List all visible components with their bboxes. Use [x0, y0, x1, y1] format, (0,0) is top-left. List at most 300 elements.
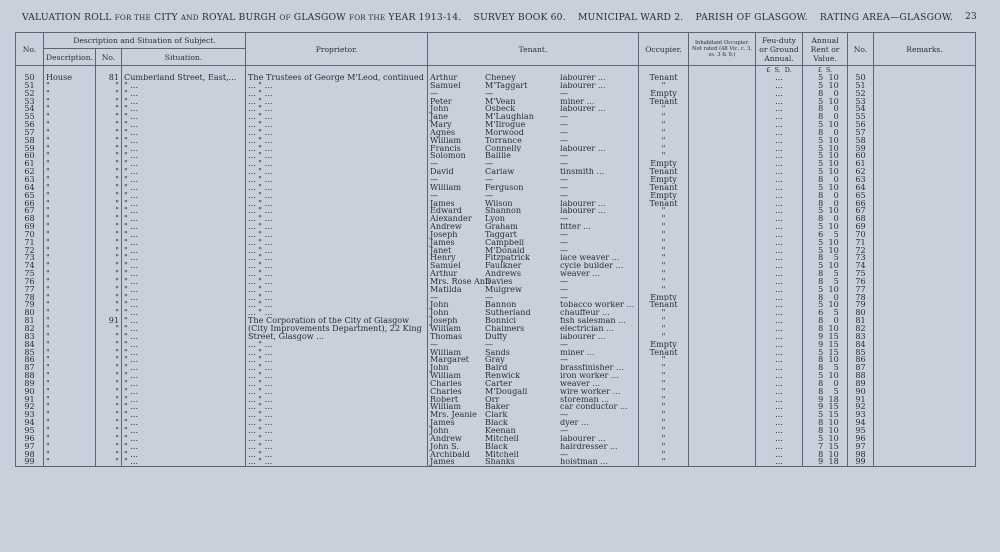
row-inhabitant	[689, 451, 756, 459]
tenant-occupation: —	[560, 285, 569, 294]
tenant-occupation: hoistman	[560, 458, 598, 467]
row-occupier: "	[639, 231, 689, 239]
row-proprietor: ... " ...	[246, 427, 428, 435]
row-no-right: 78	[848, 294, 874, 302]
row-street-number: "	[96, 176, 122, 184]
valuation-table	[15, 32, 976, 467]
row-remarks	[874, 74, 976, 82]
tenant-occupation: —	[560, 238, 569, 247]
row-occupier: Empty	[639, 90, 689, 98]
row-feuduty: ...	[756, 278, 803, 286]
tenant-first-name: Thomas	[430, 332, 463, 341]
row-inhabitant	[689, 160, 756, 168]
annual-shillings: 10	[828, 97, 839, 106]
col-remarks-header: Remarks.	[874, 33, 976, 66]
tenant-first-name: —	[430, 89, 439, 98]
row-situation: " ...	[122, 458, 246, 466]
row-no: 90	[16, 388, 44, 396]
row-annual-value	[803, 270, 848, 278]
row-inhabitant	[689, 301, 756, 309]
row-no: 78	[16, 294, 44, 302]
tenant-first-name: Robert	[430, 395, 459, 404]
row-inhabitant	[689, 152, 756, 160]
row-occupier: "	[639, 113, 689, 121]
row-remarks	[874, 270, 976, 278]
row-feuduty: ...	[756, 105, 803, 113]
row-tenant	[428, 458, 639, 466]
row-street-number: "	[96, 325, 122, 333]
row-proprietor: ... " ...	[246, 364, 428, 372]
tenant-occupation: labourer	[560, 144, 596, 153]
row-feuduty: ...	[756, 262, 803, 270]
annual-pounds: 8	[818, 215, 824, 224]
tenant-dots: ...	[597, 207, 606, 216]
row-description: "	[44, 435, 96, 443]
annual-shillings: 0	[833, 379, 839, 388]
tenant-occupation: dyer	[560, 419, 579, 427]
tenant-first-name: John	[430, 309, 449, 318]
row-no-right: 75	[848, 270, 874, 278]
tenant-surname: M'Ilrogue	[485, 121, 526, 129]
annual-shillings: 5	[833, 254, 839, 263]
tenant-dots: ...	[615, 262, 624, 271]
tenant-first-name: James	[430, 419, 455, 427]
row-situation: " ...	[122, 419, 246, 427]
tenant-surname: Fitzpatrick	[485, 254, 530, 263]
row-no-right: 82	[848, 325, 874, 333]
row-situation: " ...	[122, 121, 246, 129]
row-feuduty: ...	[756, 160, 803, 168]
row-annual-value	[803, 223, 848, 231]
row-no: 81	[16, 317, 44, 325]
tenant-dots: ...	[619, 403, 628, 412]
row-annual-value	[803, 419, 848, 427]
annual-shillings: 5	[833, 270, 839, 278]
tenant-surname: Lyon	[485, 215, 505, 224]
row-description: "	[44, 451, 96, 459]
row-street-number: "	[96, 160, 122, 168]
row-tenant	[428, 152, 639, 160]
row-occupier: "	[639, 278, 689, 286]
tenant-first-name: Jane	[430, 113, 449, 122]
row-annual-value	[803, 443, 848, 451]
row-inhabitant	[689, 270, 756, 278]
row-no: 58	[16, 137, 44, 145]
row-street-number: "	[96, 254, 122, 262]
row-proprietor: The Trustees of George M'Leod, continued	[246, 74, 428, 82]
row-description: "	[44, 192, 96, 200]
row-remarks	[874, 200, 976, 208]
tenant-surname: Shannon	[485, 207, 522, 216]
row-proprietor: ... " ...	[246, 411, 428, 419]
tenant-surname: Mitchell	[485, 434, 519, 443]
row-no: 71	[16, 239, 44, 247]
annual-pounds: 5	[818, 372, 824, 380]
row-tenant	[428, 278, 639, 286]
annual-shillings: 10	[828, 168, 839, 176]
row-remarks	[874, 152, 976, 160]
row-occupier: "	[639, 105, 689, 113]
tenant-surname: Morwood	[485, 128, 524, 137]
row-occupier: "	[639, 333, 689, 341]
table-row	[16, 349, 976, 357]
row-street-number: "	[96, 184, 122, 192]
row-occupier: "	[639, 419, 689, 427]
row-situation: " ...	[122, 411, 246, 419]
tenant-surname: —	[485, 89, 494, 98]
tenant-surname: —	[485, 191, 494, 200]
row-situation: " ...	[122, 207, 246, 215]
row-no-right: 53	[848, 98, 874, 106]
row-description: House	[44, 74, 96, 82]
row-annual-value	[803, 239, 848, 247]
row-inhabitant	[689, 364, 756, 372]
row-tenant	[428, 176, 639, 184]
table-row	[16, 270, 976, 278]
row-inhabitant	[689, 192, 756, 200]
tenant-surname: Black	[485, 442, 508, 451]
rating-area: RATING AREA—GLASGOW.	[819, 12, 953, 23]
row-feuduty: ...	[756, 168, 803, 176]
row-remarks	[874, 458, 976, 466]
row-feuduty: ...	[756, 309, 803, 317]
tenant-occupation: labourer	[560, 434, 596, 443]
tenant-first-name: David	[430, 168, 454, 176]
table-row	[16, 254, 976, 262]
row-feuduty: ...	[756, 356, 803, 364]
row-tenant	[428, 113, 639, 121]
row-situation: " ...	[122, 176, 246, 184]
row-situation: " ...	[122, 286, 246, 294]
row-remarks	[874, 90, 976, 98]
row-street-number: "	[96, 349, 122, 357]
row-tenant	[428, 294, 639, 302]
tenant-dots: ...	[612, 387, 621, 396]
row-no: 82	[16, 325, 44, 333]
row-annual-value	[803, 247, 848, 255]
tenant-occupation: brassfinisher	[560, 364, 614, 373]
annual-pounds: 9	[818, 332, 824, 341]
tenant-first-name: Edward	[430, 207, 462, 216]
row-street-number: "	[96, 121, 122, 129]
row-no-right: 54	[848, 105, 874, 113]
tenant-first-name: —	[430, 175, 439, 184]
tenant-occupation: tinsmith	[560, 168, 594, 176]
row-proprietor: ... " ...	[246, 301, 428, 309]
row-inhabitant	[689, 388, 756, 396]
row-remarks	[874, 239, 976, 247]
annual-pounds: 5	[818, 301, 824, 310]
row-description: "	[44, 356, 96, 364]
tenant-first-name: Mrs. Jeanie	[430, 411, 477, 420]
row-remarks	[874, 325, 976, 333]
tenant-occupation: —	[560, 411, 569, 420]
tenant-first-name: James	[430, 238, 455, 247]
row-remarks	[874, 129, 976, 137]
annual-shillings: 0	[833, 199, 839, 208]
row-situation: " ...	[122, 262, 246, 270]
table-row	[16, 458, 976, 466]
row-no-right: 61	[848, 160, 874, 168]
row-occupier: "	[639, 254, 689, 262]
row-no: 66	[16, 200, 44, 208]
row-tenant	[428, 223, 639, 231]
row-description: "	[44, 411, 96, 419]
row-situation: " ...	[122, 113, 246, 121]
row-no-right: 72	[848, 247, 874, 255]
row-situation: " ...	[122, 90, 246, 98]
row-remarks	[874, 105, 976, 113]
row-proprietor: ... " ...	[246, 215, 428, 223]
row-occupier: "	[639, 427, 689, 435]
tenant-first-name: —	[430, 340, 439, 349]
row-proprietor: ... " ...	[246, 105, 428, 113]
row-proprietor: ... " ...	[246, 435, 428, 443]
row-street-number: "	[96, 223, 122, 231]
row-inhabitant	[689, 309, 756, 317]
tenant-first-name: Charles	[430, 387, 462, 396]
row-no: 67	[16, 207, 44, 215]
row-remarks	[874, 215, 976, 223]
annual-pounds: 5	[818, 152, 824, 161]
row-occupier: "	[639, 286, 689, 294]
row-tenant	[428, 200, 639, 208]
row-tenant	[428, 82, 639, 90]
annual-shillings: 5	[833, 364, 839, 373]
row-inhabitant	[689, 372, 756, 380]
col-feuduty-header: Feu-duty or Ground Annual.	[756, 33, 803, 66]
table-row	[16, 317, 976, 325]
row-occupier: "	[639, 121, 689, 129]
row-description: "	[44, 129, 96, 137]
annual-shillings: 5	[833, 230, 839, 239]
row-inhabitant	[689, 356, 756, 364]
row-no-right: 96	[848, 435, 874, 443]
row-no: 50	[16, 74, 44, 82]
row-annual-value	[803, 215, 848, 223]
row-description: "	[44, 301, 96, 309]
row-feuduty: ...	[756, 286, 803, 294]
row-street-number: "	[96, 419, 122, 427]
tenant-first-name: John	[430, 426, 449, 435]
table-row	[16, 160, 976, 168]
row-remarks	[874, 137, 976, 145]
row-annual-value	[803, 113, 848, 121]
row-no-right: 76	[848, 278, 874, 286]
row-no-right: 93	[848, 411, 874, 419]
row-annual-value	[803, 278, 848, 286]
tenant-occupation: —	[560, 183, 569, 192]
table-row	[16, 184, 976, 192]
annual-pounds: 8	[818, 254, 824, 263]
row-no: 92	[16, 403, 44, 411]
col-num-header: No.	[96, 49, 122, 66]
row-street-number: "	[96, 333, 122, 341]
row-occupier: "	[639, 403, 689, 411]
tenant-first-name: Joseph	[430, 230, 458, 239]
tenant-dots: ...	[600, 458, 609, 467]
annual-pounds: 8	[818, 379, 824, 388]
row-remarks	[874, 419, 976, 427]
col-occupier-header: Occupier.	[639, 33, 689, 66]
annual-shillings: 10	[828, 356, 839, 365]
annual-shillings: 15	[828, 340, 839, 349]
row-street-number: "	[96, 231, 122, 239]
annual-pounds: 8	[818, 128, 824, 137]
tenant-dots: ...	[597, 81, 606, 90]
row-no: 74	[16, 262, 44, 270]
row-no: 83	[16, 333, 44, 341]
row-description: "	[44, 458, 96, 466]
table-row	[16, 372, 976, 380]
row-description: "	[44, 333, 96, 341]
row-proprietor: ... " ...	[246, 403, 428, 411]
tenant-occupation: —	[560, 160, 569, 169]
table-row	[16, 105, 976, 113]
row-no: 99	[16, 458, 44, 466]
table-row	[16, 333, 976, 341]
tenant-occupation: —	[560, 136, 569, 145]
tenant-occupation: —	[560, 128, 569, 137]
row-no-right: 63	[848, 176, 874, 184]
row-proprietor: ... " ...	[246, 419, 428, 427]
row-no: 63	[16, 176, 44, 184]
tenant-surname: Ferguson	[485, 183, 524, 192]
row-tenant	[428, 74, 639, 82]
row-situation: " ...	[122, 247, 246, 255]
tenant-first-name: Arthur	[430, 270, 458, 278]
row-feuduty: ...	[756, 325, 803, 333]
tenant-first-name: Henry	[430, 254, 456, 263]
page-header	[22, 12, 977, 26]
row-situation: " ...	[122, 200, 246, 208]
tenant-dots: ...	[597, 144, 606, 153]
tenant-surname: Wilson	[485, 199, 513, 208]
row-proprietor: ... " ...	[246, 207, 428, 215]
table-row	[16, 396, 976, 404]
annual-shillings: 0	[833, 293, 839, 302]
tenant-first-name: —	[430, 293, 439, 302]
row-street-number: "	[96, 90, 122, 98]
row-no-right: 84	[848, 341, 874, 349]
annual-shillings: 10	[828, 238, 839, 247]
tenant-first-name: James	[430, 199, 455, 208]
row-tenant	[428, 145, 639, 153]
tenant-surname: Osbeck	[485, 105, 516, 114]
row-remarks	[874, 160, 976, 168]
tenant-surname: Andrews	[485, 270, 521, 278]
tenant-surname: Mulgrew	[485, 285, 522, 294]
annual-shillings: 15	[828, 403, 839, 412]
row-street-number: "	[96, 451, 122, 459]
row-no: 77	[16, 286, 44, 294]
table-row	[16, 309, 976, 317]
row-annual-value	[803, 341, 848, 349]
row-proprietor: ... " ...	[246, 184, 428, 192]
row-feuduty: ...	[756, 254, 803, 262]
tenant-dots: ...	[586, 97, 595, 106]
row-inhabitant	[689, 176, 756, 184]
row-no-right: 86	[848, 356, 874, 364]
row-remarks	[874, 427, 976, 435]
row-occupier: "	[639, 262, 689, 270]
tenant-first-name: Alexander	[430, 215, 472, 224]
row-inhabitant	[689, 254, 756, 262]
tenant-surname: Bonnici	[485, 317, 516, 325]
row-street-number: "	[96, 356, 122, 364]
annual-shillings: 10	[828, 426, 839, 435]
annual-shillings: 15	[828, 348, 839, 357]
row-annual-value	[803, 129, 848, 137]
table-row	[16, 74, 976, 82]
row-remarks	[874, 223, 976, 231]
tenant-occupation: labourer	[560, 199, 596, 208]
row-feuduty: ...	[756, 301, 803, 309]
row-occupier: "	[639, 451, 689, 459]
table-row	[16, 278, 976, 286]
row-street-number: "	[96, 278, 122, 286]
row-description: "	[44, 184, 96, 192]
annual-pounds: 9	[818, 458, 824, 467]
row-description: "	[44, 121, 96, 129]
table-row	[16, 137, 976, 145]
row-feuduty: ...	[756, 372, 803, 380]
row-remarks	[874, 192, 976, 200]
row-inhabitant	[689, 435, 756, 443]
row-street-number: "	[96, 270, 122, 278]
row-no: 53	[16, 98, 44, 106]
tenant-first-name: Archibald	[430, 450, 470, 459]
row-street-number: "	[96, 192, 122, 200]
row-remarks	[874, 254, 976, 262]
row-situation: " ...	[122, 451, 246, 459]
tenant-dots: ...	[596, 168, 605, 176]
tenant-first-name: —	[430, 191, 439, 200]
annual-pounds: 5	[818, 183, 824, 192]
tenant-first-name: Agnes	[430, 128, 456, 137]
row-feuduty: ...	[756, 294, 803, 302]
tenant-occupation: car conductor	[560, 403, 618, 412]
row-tenant	[428, 435, 639, 443]
row-remarks	[874, 207, 976, 215]
col-inhabitant-header: Inhabitant Occupier. Not rated (48 Vic. c. 3, ss. 3 & 9.)	[689, 33, 756, 66]
row-no-right: 50	[848, 74, 874, 82]
row-feuduty: ...	[756, 184, 803, 192]
row-remarks	[874, 451, 976, 459]
table-row	[16, 403, 976, 411]
row-description: "	[44, 176, 96, 184]
annual-pounds: 8	[818, 450, 824, 459]
tenant-occupation: —	[560, 246, 569, 255]
tenant-dots: ...	[592, 379, 601, 388]
tenant-occupation: miner	[560, 97, 585, 106]
row-tenant	[428, 137, 639, 145]
row-proprietor: ... " ...	[246, 160, 428, 168]
col-annual-header: Annual Rent or Value.	[803, 33, 848, 66]
row-annual-value	[803, 364, 848, 372]
row-situation: " ...	[122, 168, 246, 176]
row-situation: " ...	[122, 105, 246, 113]
row-situation: " ...	[122, 82, 246, 90]
row-feuduty: ...	[756, 113, 803, 121]
row-tenant	[428, 247, 639, 255]
title-of: OF	[279, 13, 291, 22]
tenant-surname: Baker	[485, 403, 510, 412]
row-no: 80	[16, 309, 44, 317]
tenant-occupation: lace weaver	[560, 254, 610, 263]
tenant-occupation: fish salesman	[560, 317, 616, 325]
row-no-right: 91	[848, 396, 874, 404]
